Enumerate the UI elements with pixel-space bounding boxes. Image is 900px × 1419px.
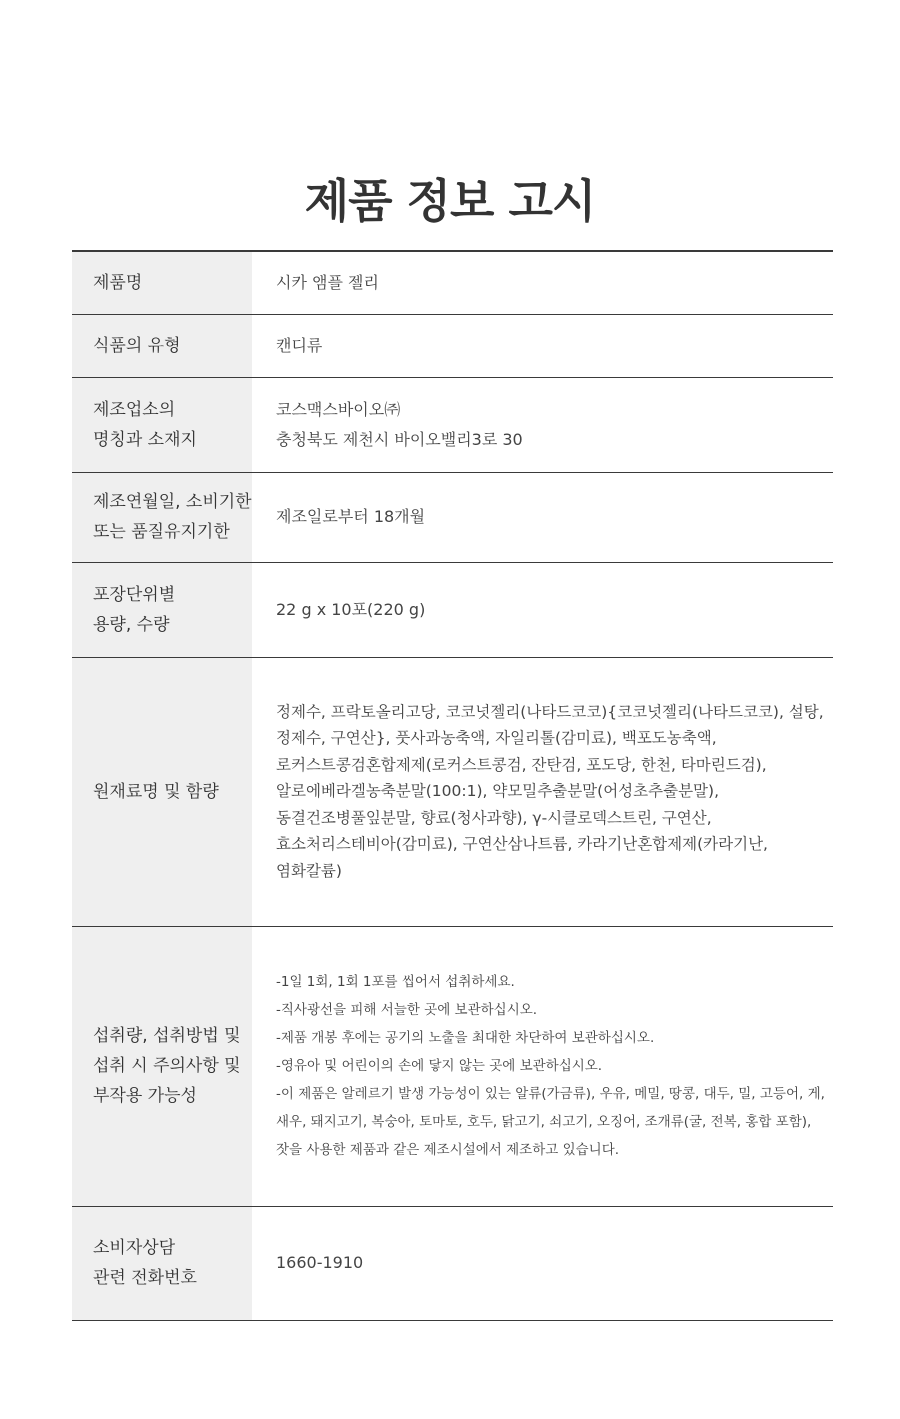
table-row-packaging [72,562,833,657]
row-label-line: 관련 전화번호 [93,1268,197,1288]
intake-line: -영유아 및 어린이의 손에 닿지 않는 곳에 보관하십시오. [276,1058,603,1074]
row-label [72,562,252,657]
intake-line: 새우, 돼지고기, 복숭아, 토마토, 호두, 닭고기, 쇠고기, 오징어, 조개류(굴, 전복, 홍합 포함), [276,1114,812,1130]
row-value [252,251,833,314]
row-label [72,472,252,562]
row-label-line: 제품명 [93,272,143,293]
intake-line: -제품 개봉 후에는 공기의 노출을 최대한 차단하여 보관하십시오. [276,1030,655,1046]
table-row-expiry [72,472,833,562]
row-label [72,1206,252,1320]
row-label-line: 부작용 가능성 [93,1086,197,1106]
row-value [252,926,833,1206]
table-row-manufacturer [72,377,833,472]
row-label-line: 제조연월일, 소비기한 [93,492,252,512]
manufacturer-address-value: 충청북도 제천시 바이오밸리3로 30 [276,429,523,449]
row-label [72,314,252,377]
row-label-line: 포장단위별 [93,584,176,605]
ingredients-line: 알로에베라겔농축분말(100:1), 약모밀추출분말(어성초추출분말), [276,782,719,801]
food-type-value: 캔디류 [276,335,323,355]
intake-line: -이 제품은 알레르기 발생 가능성이 있는 알류(가금류), 우유, 메밀, 땅콩, 대두, 밀, 고등어, 게, [276,1086,825,1102]
row-label [72,251,252,314]
row-label-line: 원재료명 및 함량 [93,781,219,802]
row-label-line: 제조업소의 [93,399,176,420]
row-value [252,562,833,657]
row-value [252,314,833,377]
row-value [252,377,833,472]
ingredients-line: 효소처리스테비아(감미료), 구연산삼나트륨, 카라기난혼합제제(카라기난, [276,835,768,854]
product-info-table [72,250,833,1321]
manufacturer-name-value: 코스맥스바이오㈜ [276,399,401,419]
expiry-value: 제조일로부터 18개월 [276,507,426,526]
product-name-value: 시카 앰플 젤리 [276,272,379,292]
ingredients-line: 정제수, 구연산}, 풋사과농축액, 자일리톨(감미료), 백포도농축액, [276,729,717,748]
table-row-ingredients [72,657,833,926]
table-row-intake [72,926,833,1206]
row-label-line: 섭취 시 주의사항 및 [93,1056,241,1076]
contact-phone-value: 1660-1910 [276,1253,364,1272]
row-value [252,657,833,926]
row-label-line: 섭취량, 섭취방법 및 [93,1026,241,1046]
row-label-line: 명칭과 소재지 [93,429,197,450]
table-row-contact [72,1206,833,1320]
row-label [72,377,252,472]
packaging-value: 22 g x 10포(220 g) [276,599,426,619]
ingredients-line: 정제수, 프락토올리고당, 코코넛젤리(나타드코코){코코넛젤리(나타드코코), 설탕, [276,702,824,721]
row-label-line: 소비자상담 [93,1238,176,1258]
row-label [72,926,252,1206]
ingredients-line: 염화칼륨) [276,861,342,880]
row-value [252,1206,833,1320]
intake-line: 잣을 사용한 제품과 같은 제조시설에서 제조하고 있습니다. [276,1142,620,1158]
ingredients-line: 로커스트콩검혼합제제(로커스트콩검, 잔탄검, 포도당, 한천, 타마린드검), [276,755,767,774]
row-label-line: 용량, 수량 [93,614,170,635]
row-value [252,472,833,562]
ingredients-line: 동결건조병풀잎분말, 향료(청사과향), γ-시클로덱스트린, 구연산, [276,808,712,827]
row-label-line: 식품의 유형 [93,335,181,356]
table-row-food-type [72,314,833,377]
table-row-product-name [72,251,833,314]
intake-line: -직사광선을 피해 서늘한 곳에 보관하십시오. [276,1002,538,1018]
row-label-line: 또는 품질유지기한 [93,522,230,542]
row-label [72,657,252,926]
page-title: 제품 정보 고시 [304,174,596,228]
intake-line: -1일 1회, 1회 1포를 씹어서 섭취하세요. [276,974,515,990]
